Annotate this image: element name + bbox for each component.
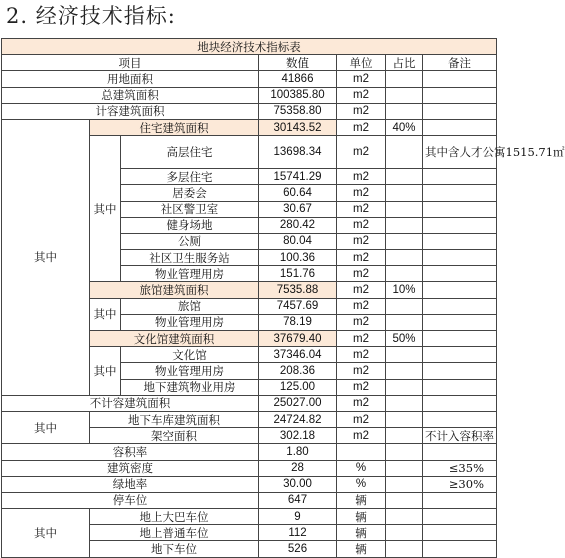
row-note bbox=[423, 492, 497, 508]
row-value: 112 bbox=[259, 525, 337, 541]
row-note bbox=[423, 250, 497, 266]
sub-group-label: 其中 bbox=[90, 347, 121, 396]
row-ratio bbox=[386, 460, 423, 476]
row-unit: m2 bbox=[337, 266, 386, 282]
row-value: 100385.80 bbox=[259, 87, 337, 103]
row-label: 社区警卫室 bbox=[121, 201, 259, 217]
row-value: 208.36 bbox=[259, 363, 337, 379]
row-unit: m2 bbox=[337, 103, 386, 119]
row-unit: % bbox=[337, 476, 386, 492]
row-unit: m2 bbox=[337, 233, 386, 249]
table-row bbox=[2, 509, 497, 525]
row-unit: m2 bbox=[337, 87, 386, 103]
row-unit: 辆 bbox=[337, 541, 386, 557]
row-label: 地下车位 bbox=[90, 541, 259, 557]
row-ratio bbox=[386, 136, 423, 169]
group-label: 其中 bbox=[2, 411, 90, 443]
row-ratio bbox=[386, 428, 423, 444]
row-label: 绿地率 bbox=[2, 476, 259, 492]
row-ratio bbox=[386, 169, 423, 185]
row-ratio bbox=[386, 525, 423, 541]
row-note bbox=[423, 363, 497, 379]
row-ratio bbox=[386, 266, 423, 282]
table-row bbox=[2, 119, 497, 135]
row-note: 其中含人才公寓1515.71㎡ bbox=[423, 136, 497, 169]
row-note bbox=[423, 314, 497, 330]
row-note: 不计入容积率 bbox=[423, 428, 497, 444]
row-note bbox=[423, 233, 497, 249]
table-row bbox=[2, 444, 497, 460]
row-note bbox=[423, 541, 497, 557]
row-label: 计容建筑面积 bbox=[2, 103, 259, 119]
row-unit: m2 bbox=[337, 136, 386, 169]
row-unit: m2 bbox=[337, 363, 386, 379]
row-label: 地上普通车位 bbox=[90, 525, 259, 541]
table-row bbox=[2, 492, 497, 508]
row-unit: 辆 bbox=[337, 492, 386, 508]
table-title-row bbox=[2, 39, 497, 55]
group-label: 其中 bbox=[2, 119, 90, 395]
row-ratio: 40% bbox=[386, 119, 423, 135]
row-ratio bbox=[386, 103, 423, 119]
row-note bbox=[423, 103, 497, 119]
row-value: 41866 bbox=[259, 71, 337, 87]
row-value: 647 bbox=[259, 492, 337, 508]
row-unit: 辆 bbox=[337, 525, 386, 541]
row-value: 1.80 bbox=[259, 444, 337, 460]
row-value: 37679.40 bbox=[259, 331, 337, 347]
row-label: 容积率 bbox=[2, 444, 259, 460]
row-label: 物业管理用房 bbox=[121, 314, 259, 330]
row-value: 75358.80 bbox=[259, 103, 337, 119]
row-ratio bbox=[386, 233, 423, 249]
row-note bbox=[423, 395, 497, 411]
row-value: 80.04 bbox=[259, 233, 337, 249]
row-ratio bbox=[386, 314, 423, 330]
row-value: 280.42 bbox=[259, 217, 337, 233]
row-unit: m2 bbox=[337, 217, 386, 233]
row-label: 文化馆建筑面积 bbox=[90, 331, 259, 347]
row-label: 文化馆 bbox=[121, 347, 259, 363]
table-row bbox=[2, 87, 497, 103]
table-title: 地块经济技术指标表 bbox=[2, 39, 497, 55]
row-label: 高层住宅 bbox=[121, 136, 259, 169]
row-ratio bbox=[386, 347, 423, 363]
section-heading: 2. 经济技术指标: bbox=[6, 4, 176, 28]
row-ratio bbox=[386, 201, 423, 217]
row-value: 13698.34 bbox=[259, 136, 337, 169]
row-ratio: 10% bbox=[386, 282, 423, 298]
table-row bbox=[2, 103, 497, 119]
table-row bbox=[2, 395, 497, 411]
row-value: 30.67 bbox=[259, 201, 337, 217]
row-label: 建筑密度 bbox=[2, 460, 259, 476]
row-value: 7535.88 bbox=[259, 282, 337, 298]
row-ratio: 50% bbox=[386, 331, 423, 347]
table-row bbox=[2, 71, 497, 87]
row-ratio bbox=[386, 298, 423, 314]
row-label: 物业管理用房 bbox=[121, 363, 259, 379]
row-unit: m2 bbox=[337, 395, 386, 411]
row-ratio bbox=[386, 411, 423, 427]
row-value: 7457.69 bbox=[259, 298, 337, 314]
row-note bbox=[423, 331, 497, 347]
row-value: 25027.00 bbox=[259, 395, 337, 411]
row-unit: m2 bbox=[337, 119, 386, 135]
row-label: 健身场地 bbox=[121, 217, 259, 233]
row-label: 多层住宅 bbox=[121, 169, 259, 185]
row-label: 总建筑面积 bbox=[2, 87, 259, 103]
row-note: ≤35% bbox=[423, 460, 497, 476]
row-note bbox=[423, 71, 497, 87]
row-unit: % bbox=[337, 460, 386, 476]
group-label: 其中 bbox=[2, 509, 90, 558]
row-ratio bbox=[386, 87, 423, 103]
row-note bbox=[423, 509, 497, 525]
row-ratio bbox=[386, 476, 423, 492]
row-unit: m2 bbox=[337, 314, 386, 330]
row-value: 60.64 bbox=[259, 185, 337, 201]
sub-group-label: 其中 bbox=[90, 136, 121, 282]
row-ratio bbox=[386, 444, 423, 460]
row-unit: m2 bbox=[337, 331, 386, 347]
row-label: 物业管理用房 bbox=[121, 266, 259, 282]
row-unit: m2 bbox=[337, 169, 386, 185]
row-ratio bbox=[386, 185, 423, 201]
row-note bbox=[423, 444, 497, 460]
row-label: 地下车库建筑面积 bbox=[90, 411, 259, 427]
header-note: 备注 bbox=[423, 55, 497, 71]
row-value: 151.76 bbox=[259, 266, 337, 282]
row-label: 用地面积 bbox=[2, 71, 259, 87]
sub-group-label: 其中 bbox=[90, 298, 121, 330]
economic-indicator-table bbox=[1, 38, 565, 558]
row-note bbox=[423, 347, 497, 363]
row-note bbox=[423, 201, 497, 217]
row-label: 旅馆建筑面积 bbox=[90, 282, 259, 298]
row-ratio bbox=[386, 363, 423, 379]
row-note bbox=[423, 217, 497, 233]
row-label: 地下建筑物业用房 bbox=[121, 379, 259, 395]
row-unit: m2 bbox=[337, 428, 386, 444]
row-label: 停车位 bbox=[2, 492, 259, 508]
row-label: 旅馆 bbox=[121, 298, 259, 314]
row-label: 社区卫生服务站 bbox=[121, 250, 259, 266]
row-value: 24724.82 bbox=[259, 411, 337, 427]
row-ratio bbox=[386, 492, 423, 508]
row-note bbox=[423, 266, 497, 282]
row-unit: m2 bbox=[337, 185, 386, 201]
row-unit: m2 bbox=[337, 201, 386, 217]
row-value: 302.18 bbox=[259, 428, 337, 444]
row-value: 526 bbox=[259, 541, 337, 557]
row-note bbox=[423, 87, 497, 103]
row-ratio bbox=[386, 250, 423, 266]
row-value: 37346.04 bbox=[259, 347, 337, 363]
row-note bbox=[423, 169, 497, 185]
row-note bbox=[423, 298, 497, 314]
table-row bbox=[2, 411, 497, 427]
row-unit: m2 bbox=[337, 71, 386, 87]
header-unit: 单位 bbox=[337, 55, 386, 71]
row-value: 100.36 bbox=[259, 250, 337, 266]
row-label: 不计容建筑面积 bbox=[2, 395, 259, 411]
row-unit bbox=[337, 444, 386, 460]
row-ratio bbox=[386, 71, 423, 87]
row-note: ≥30% bbox=[423, 476, 497, 492]
table-header-row bbox=[2, 55, 497, 71]
row-unit: m2 bbox=[337, 379, 386, 395]
row-value: 9 bbox=[259, 509, 337, 525]
row-note bbox=[423, 379, 497, 395]
row-ratio bbox=[386, 379, 423, 395]
row-label: 公厕 bbox=[121, 233, 259, 249]
row-note bbox=[423, 185, 497, 201]
header-value: 数值 bbox=[259, 55, 337, 71]
row-note bbox=[423, 411, 497, 427]
row-ratio bbox=[386, 395, 423, 411]
row-note bbox=[423, 119, 497, 135]
row-value: 15741.29 bbox=[259, 169, 337, 185]
row-value: 125.00 bbox=[259, 379, 337, 395]
row-note bbox=[423, 282, 497, 298]
table-row bbox=[2, 476, 497, 492]
row-ratio bbox=[386, 509, 423, 525]
row-value: 28 bbox=[259, 460, 337, 476]
row-value: 30143.52 bbox=[259, 119, 337, 135]
row-ratio bbox=[386, 541, 423, 557]
row-unit: m2 bbox=[337, 282, 386, 298]
row-unit: m2 bbox=[337, 347, 386, 363]
row-value: 30.00 bbox=[259, 476, 337, 492]
row-unit: m2 bbox=[337, 298, 386, 314]
header-ratio: 占比 bbox=[386, 55, 423, 71]
row-label: 地上大巴车位 bbox=[90, 509, 259, 525]
row-note bbox=[423, 525, 497, 541]
row-label: 住宅建筑面积 bbox=[90, 119, 259, 135]
row-unit: m2 bbox=[337, 250, 386, 266]
row-label: 居委会 bbox=[121, 185, 259, 201]
row-ratio bbox=[386, 217, 423, 233]
row-value: 78.19 bbox=[259, 314, 337, 330]
row-label: 架空面积 bbox=[90, 428, 259, 444]
row-unit: m2 bbox=[337, 411, 386, 427]
table-row bbox=[2, 460, 497, 476]
header-item: 项目 bbox=[2, 55, 259, 71]
row-unit: 辆 bbox=[337, 509, 386, 525]
